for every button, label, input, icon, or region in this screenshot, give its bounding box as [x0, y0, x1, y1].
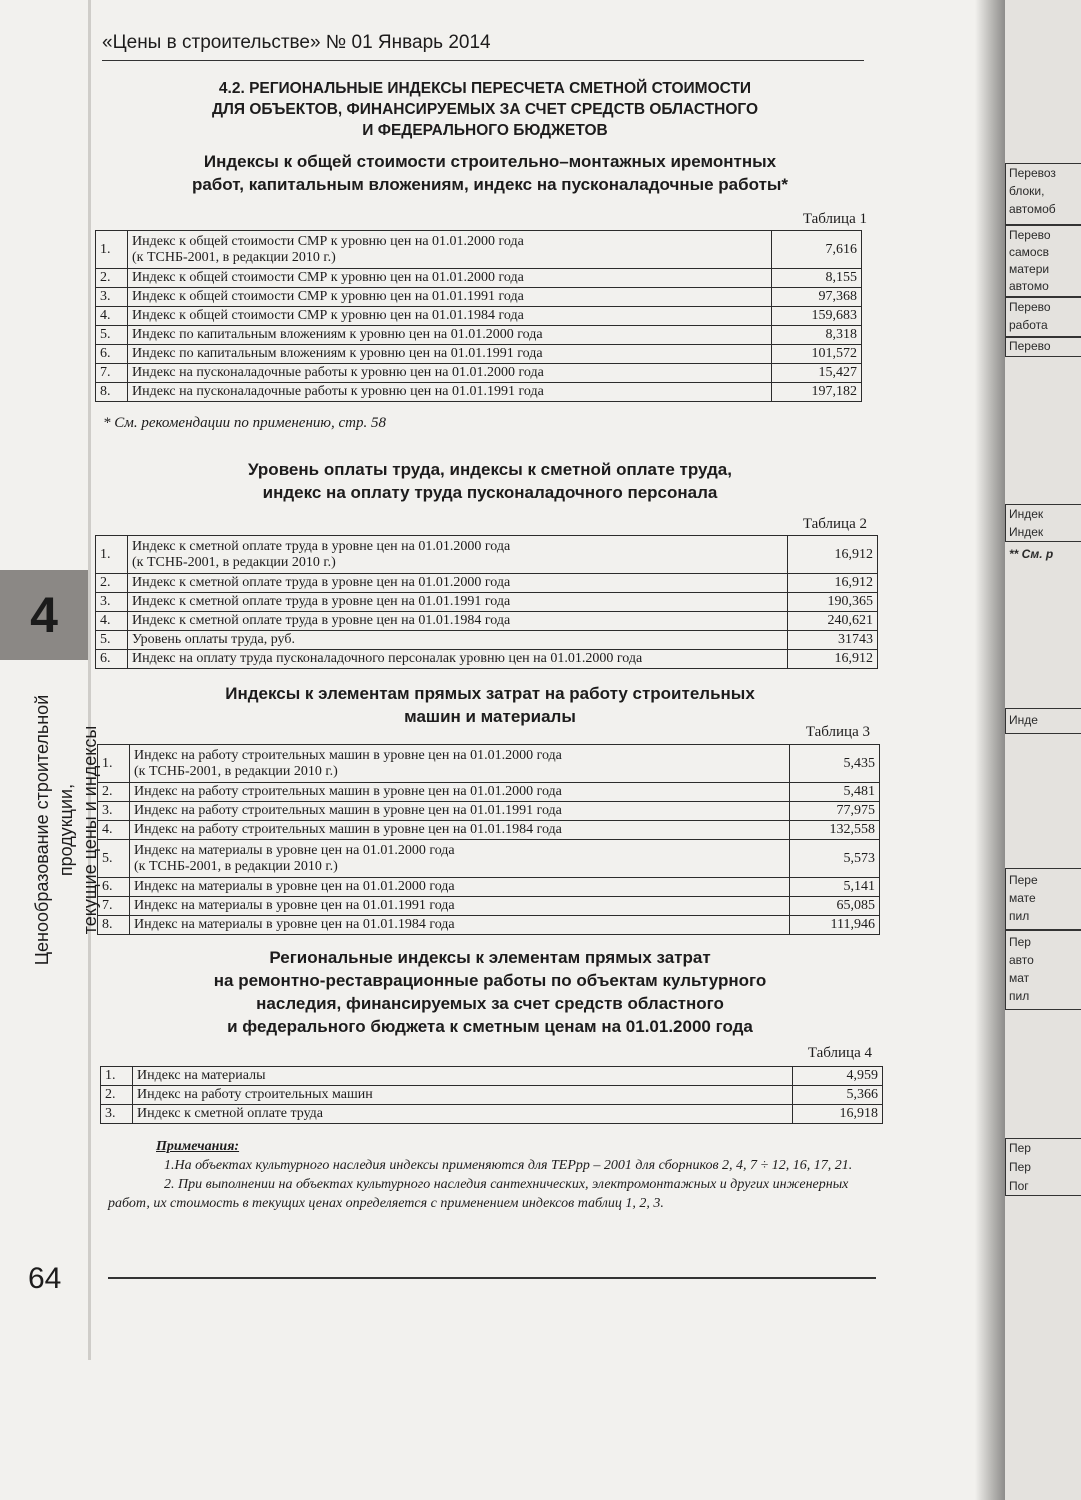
row-label: Индекс на материалы: [133, 1067, 793, 1086]
row-value: 77,975: [790, 802, 880, 821]
adjacent-text: Перево: [1009, 300, 1051, 314]
row-value: 101,572: [772, 345, 862, 364]
row-number: 3.: [101, 1105, 133, 1124]
row-label: Индекс к сметной оплате труда: [133, 1105, 793, 1124]
table1: [95, 230, 862, 402]
adjacent-text: автомо: [1009, 279, 1049, 293]
row-number: 6.: [96, 345, 128, 364]
row-label: Индекс на пусконаладочные работы к уровню цен на 01.01.1991 года: [128, 383, 772, 402]
table-row: [96, 288, 862, 307]
row-number: 5.: [96, 326, 128, 345]
row-number: 2.: [101, 1086, 133, 1105]
chapter-title-line: Ценообразование строительной продукции,: [32, 694, 76, 966]
row-number: 1.: [96, 536, 128, 574]
table1-title-line: Индексы к общей стоимости строительно–монтажных иремонтных: [203, 152, 777, 171]
table-row: [98, 916, 880, 935]
row-value: 240,621: [788, 612, 878, 631]
table-row: [96, 269, 862, 288]
row-number: 3.: [98, 802, 130, 821]
row-label: [130, 745, 790, 783]
row-label-line: (к ТСНБ-2001, в редакции 2010 г.): [132, 249, 336, 265]
row-number: 2.: [96, 574, 128, 593]
adjacent-text: Пер: [1009, 1141, 1031, 1155]
table-row: [98, 840, 880, 878]
table3: [97, 744, 880, 935]
row-label: Индекс на работу строительных машин: [133, 1086, 793, 1105]
row-number: 1.: [96, 231, 128, 269]
row-number: 3.: [96, 288, 128, 307]
row-value: 5,435: [790, 745, 880, 783]
adjacent-text: Индек: [1009, 525, 1044, 539]
bottom-rule: [108, 1277, 876, 1279]
table3-title: [120, 682, 860, 728]
row-label-line: Индекс на работу строительных машин в уровне цен на 01.01.2000 года: [134, 747, 562, 763]
note-item: 1.На объектах культурного наследия индексы применяются для ТЕРрр – 2001 для сборников 2, 4, 7 ÷ 12, 16, 17, 21.: [164, 1158, 853, 1173]
row-value: 8,318: [772, 326, 862, 345]
table-row: [96, 231, 862, 269]
row-label: Индекс по капитальным вложениям к уровню цен на 01.01.2000 года: [128, 326, 772, 345]
table-row: [98, 878, 880, 897]
row-label: [128, 231, 772, 269]
running-header: «Цены в строительстве» № 01 Январь 2014: [102, 32, 864, 61]
adjacent-text: Перевоз: [1009, 166, 1056, 180]
chapter-title-line: текущие цены и индексы: [80, 725, 100, 935]
adjacent-text: Пер: [1009, 1160, 1031, 1174]
row-label: Индекс на материалы в уровне цен на 01.01.2000 года: [130, 878, 790, 897]
section-title: [200, 78, 770, 141]
row-value: 132,558: [790, 821, 880, 840]
adjacent-text: автомоб: [1009, 202, 1056, 216]
row-label: Индекс к сметной оплате труда в уровне цен на 01.01.2000 года: [128, 574, 788, 593]
adjacent-text: ** См. р: [1009, 547, 1054, 561]
row-number: 2.: [96, 269, 128, 288]
table-row: [98, 783, 880, 802]
adjacent-text: Инде: [1009, 713, 1038, 727]
chapter-tab: [0, 570, 88, 660]
row-value: 16,918: [793, 1105, 883, 1124]
row-value: 65,085: [790, 897, 880, 916]
table-row: [98, 821, 880, 840]
table-row: [96, 364, 862, 383]
chapter-title-vertical: [30, 650, 102, 1010]
row-number: 6.: [98, 878, 130, 897]
row-value: 16,912: [788, 536, 878, 574]
table-row: [96, 593, 878, 612]
adjacent-text: блоки,: [1009, 184, 1045, 198]
row-label: Уровень оплаты труда, руб.: [128, 631, 788, 650]
row-label: Индекс по капитальным вложениям к уровню цен на 01.01.1991 года: [128, 345, 772, 364]
table4-title: [120, 946, 860, 1038]
row-number: 5.: [96, 631, 128, 650]
row-number: 1.: [101, 1067, 133, 1086]
table-row: [96, 326, 862, 345]
row-value: 97,368: [772, 288, 862, 307]
adjacent-text: пил: [1009, 989, 1030, 1003]
table2-title-line: Уровень оплаты труда, индексы к сметной оплате труда,: [248, 460, 732, 479]
table-row: [96, 650, 878, 669]
adjacent-text: матери: [1009, 262, 1050, 276]
table-row: [98, 897, 880, 916]
row-label-line: Индекс к сметной оплате труда в уровне цен на 01.01.2000 года: [132, 538, 511, 554]
table-row: [101, 1067, 883, 1086]
row-value: 190,365: [788, 593, 878, 612]
adjacent-text: Пере: [1009, 873, 1038, 887]
row-number: 7.: [96, 364, 128, 383]
row-number: 4.: [96, 612, 128, 631]
row-label: Индекс к сметной оплате труда в уровне цен на 01.01.1984 года: [128, 612, 788, 631]
row-label: Индекс на работу строительных машин в уровне цен на 01.01.1991 года: [130, 802, 790, 821]
table3-title-line: машин и материалы: [404, 707, 576, 726]
row-number: 2.: [98, 783, 130, 802]
adjacent-page-fragment: [1005, 0, 1081, 1500]
row-number: 7.: [98, 897, 130, 916]
section-title-line: ДЛЯ ОБЪЕКТОВ, ФИНАНСИРУЕМЫХ ЗА СЧЕТ СРЕДСТВ ОБЛАСТНОГО: [211, 101, 759, 118]
row-label: [130, 840, 790, 878]
row-value: 5,481: [790, 783, 880, 802]
table2-title-line: индекс на оплату труда пусконаладочного персонала: [262, 483, 718, 502]
row-number: 3.: [96, 593, 128, 612]
adjacent-text: мате: [1009, 891, 1036, 905]
adjacent-text: мат: [1009, 971, 1030, 985]
row-label-line: (к ТСНБ-2001, в редакции 2010 г.): [134, 763, 338, 779]
table4: [100, 1066, 883, 1124]
row-number: 6.: [96, 650, 128, 669]
adjacent-text: пил: [1009, 909, 1030, 923]
table-row: [98, 745, 880, 783]
row-label: Индекс на пусконаладочные работы к уровню цен на 01.01.2000 года: [128, 364, 772, 383]
adjacent-text: Пог: [1009, 1179, 1029, 1193]
chapter-number: 4: [30, 587, 58, 643]
row-number: 1.: [98, 745, 130, 783]
adjacent-text: Перево: [1009, 228, 1051, 242]
row-number: 8.: [96, 383, 128, 402]
notes: [108, 1137, 878, 1213]
row-label: Индекс на работу строительных машин в уровне цен на 01.01.1984 года: [130, 821, 790, 840]
row-label: Индекс на оплату труда пусконаладочного персоналак уровню цен на 01.01.2000 года: [128, 650, 788, 669]
row-label: Индекс на работу строительных машин в уровне цен на 01.01.2000 года: [130, 783, 790, 802]
table2-caption: Таблица 2: [802, 516, 867, 532]
table-row: [96, 383, 862, 402]
adjacent-text: Перево: [1009, 339, 1051, 353]
row-label: Индекс к общей стоимости СМР к уровню цен на 01.01.1984 года: [128, 307, 772, 326]
row-label: Индекс к общей стоимости СМР к уровню цен на 01.01.1991 года: [128, 288, 772, 307]
row-value: 5,366: [793, 1086, 883, 1105]
table-row: [98, 802, 880, 821]
row-number: 8.: [98, 916, 130, 935]
table1-title: [120, 150, 860, 196]
row-label: Индекс к общей стоимости СМР к уровню цен на 01.01.2000 года: [128, 269, 772, 288]
page-gutter: [975, 0, 1005, 1500]
row-value: 5,141: [790, 878, 880, 897]
adjacent-text: авто: [1009, 953, 1034, 967]
table-row: [96, 536, 878, 574]
table-row: [101, 1105, 883, 1124]
table2-title: [120, 458, 860, 504]
adjacent-text: Индек: [1009, 507, 1044, 521]
row-value: 159,683: [772, 307, 862, 326]
table3-title-line: Индексы к элементам прямых затрат на работу строительных: [225, 684, 755, 703]
row-value: 8,155: [772, 269, 862, 288]
table4-title-line: наследия, финансируемых за счет средств областного: [256, 994, 724, 1013]
row-label: Индекс на материалы в уровне цен на 01.01.1991 года: [130, 897, 790, 916]
page-number: 64: [28, 1262, 62, 1295]
table-row: [96, 307, 862, 326]
row-value: 7,616: [772, 231, 862, 269]
table2: [95, 535, 878, 669]
row-label-line: (к ТСНБ-2001, в редакции 2010 г.): [134, 858, 338, 874]
adjacent-text: Пер: [1009, 935, 1031, 949]
table1-title-line: работ, капитальным вложениям, индекс на пусконаладочные работы*: [191, 175, 789, 194]
adjacent-text: работа: [1009, 318, 1048, 332]
table3-caption: Таблица 3: [805, 724, 870, 740]
section-title-line: И ФЕДЕРАЛЬНОГО БЮДЖЕТОВ: [362, 122, 608, 139]
row-label-line: (к ТСНБ-2001, в редакции 2010 г.): [132, 554, 336, 570]
table-row: [96, 345, 862, 364]
table1-footnote: * См. рекомендации по применению, стр. 58: [103, 415, 386, 431]
note-item: 2. При выполнении на объектах культурного наследия сантехнических, электромонтажных и других инженерных работ, их стоимость в текущих ценах определяется с применением индексов таблиц 1, 2, 3.: [108, 1177, 849, 1211]
row-label: Индекс к сметной оплате труда в уровне цен на 01.01.1991 года: [128, 593, 788, 612]
table-row: [96, 574, 878, 593]
table4-caption: Таблица 4: [807, 1045, 872, 1061]
row-value: 197,182: [772, 383, 862, 402]
adjacent-text: самосв: [1009, 245, 1049, 259]
row-label-line: Индекс к общей стоимости СМР к уровню цен на 01.01.2000 года: [132, 233, 524, 249]
table1-caption: Таблица 1: [802, 211, 867, 227]
row-label: Индекс на материалы в уровне цен на 01.01.1984 года: [130, 916, 790, 935]
row-value: 4,959: [793, 1067, 883, 1086]
row-label: [128, 536, 788, 574]
row-value: 16,912: [788, 574, 878, 593]
table-row: [101, 1086, 883, 1105]
table4-title-line: Региональные индексы к элементам прямых затрат: [269, 948, 711, 967]
table-row: [96, 612, 878, 631]
row-number: 5.: [98, 840, 130, 878]
table4-title-line: и федерального бюджета к сметным ценам на 01.01.2000 года: [227, 1017, 753, 1036]
row-number: 4.: [98, 821, 130, 840]
row-label-line: Индекс на материалы в уровне цен на 01.01.2000 года: [134, 842, 455, 858]
row-value: 15,427: [772, 364, 862, 383]
table-row: [96, 631, 878, 650]
row-value: 5,573: [790, 840, 880, 878]
row-value: 16,912: [788, 650, 878, 669]
row-number: 4.: [96, 307, 128, 326]
row-value: 111,946: [790, 916, 880, 935]
row-value: 31743: [788, 631, 878, 650]
section-title-line: 4.2. РЕГИОНАЛЬНЫЕ ИНДЕКСЫ ПЕРЕСЧЕТА СМЕТНОЙ СТОИМОСТИ: [218, 80, 752, 97]
notes-heading: Примечания:: [156, 1139, 240, 1154]
table4-title-line: на ремонтно-реставрационные работы по объектам культурного: [213, 971, 767, 990]
